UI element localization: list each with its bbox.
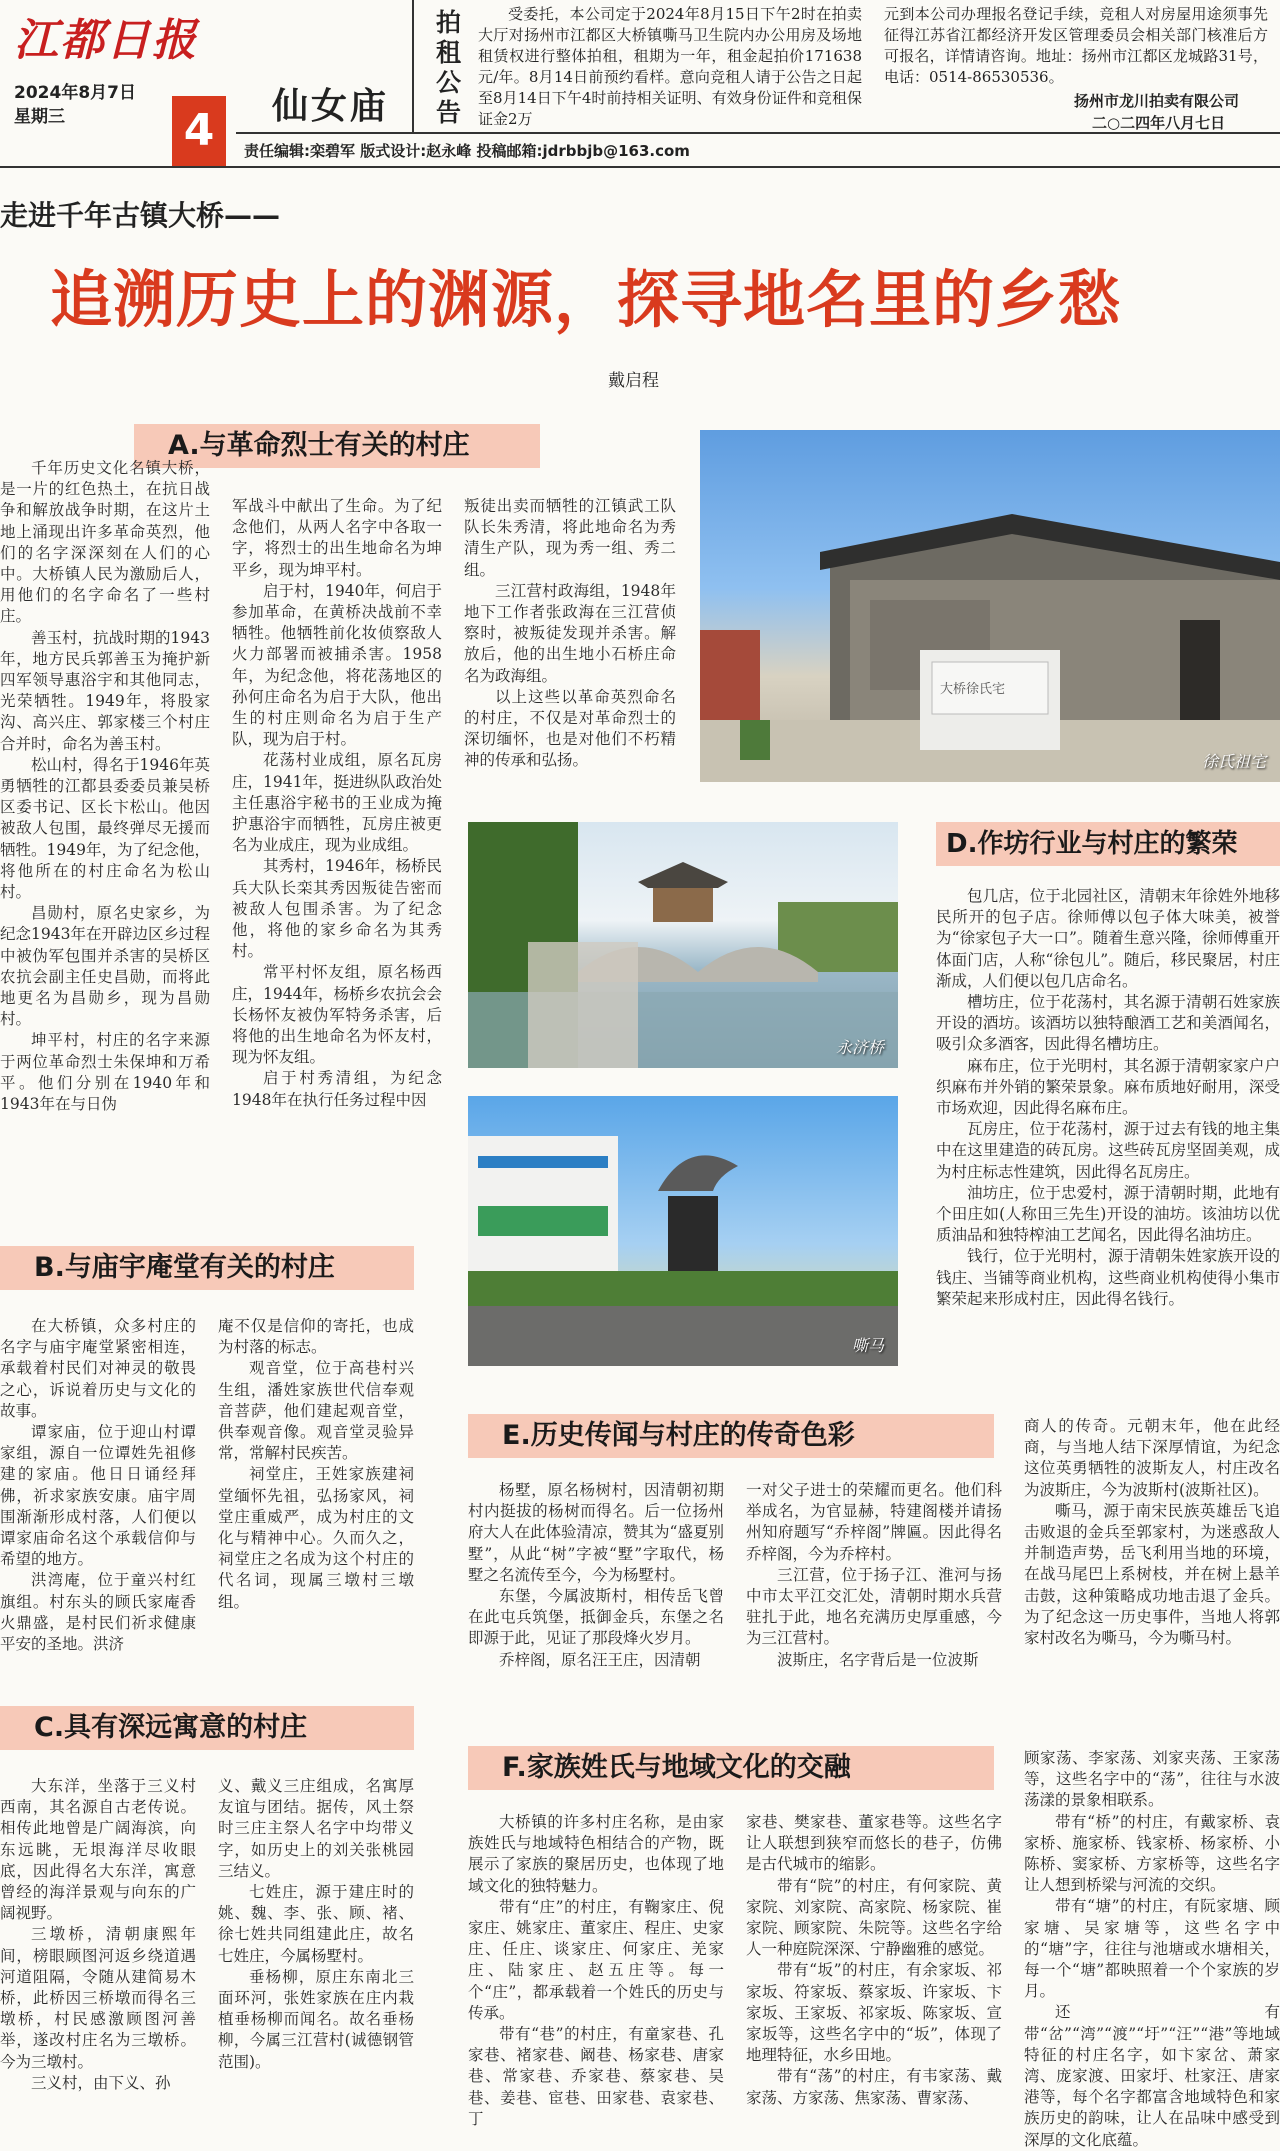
section-a-column-2: 军战斗中献出了生命。为了纪念他们，从两人名字中各取一字，将烈士的出生地命名为坤平乡，现为坤平村。 启于村，1940年，何启于参加革命，在黄桥决战前不幸牺牲。他牺牲前化妆侦察敌人火力部署而被捕杀害。1958年，为纪念他，将花荡地区的孙何庄命名为启于大队，他出生的村庄则命名为启于生产队，现为启于村。 花荡村业成组，原名瓦房庄，1941年，挺进纵队政治处主任惠浴宇秘书的王业成为掩护惠浴宇而牺牲，瓦房庄被更名为业成庄，现为业成组。 其秀村，1946年，杨桥民兵大队长栾其秀因叛徒告密而被敌人包围杀害。为了纪念他，将他的家乡命名为其秀村。 常平村怀友组，原名杨西庄，1944年，杨桥乡农抗会会长杨怀友被伪军特务杀害，后将他的出生地命名为怀友村，现为怀友组。 启于村秀清组，为纪念1948年在执行任务过程中因 <box>232 497 442 1109</box>
photo-yongji-bridge <box>468 822 898 1068</box>
notice-company: 扬州市龙川拍卖有限公司 <box>1074 92 1240 110</box>
page-number-box <box>172 96 226 166</box>
issue-date: 2024年8月7日 <box>14 83 136 103</box>
notice-label: 拍租公告 <box>436 8 462 127</box>
section-b-column-2: 庵不仅是信仰的寄托，也成为村落的标志。 观音堂，位于高巷村兴生组，潘姓家族世代信奉观音菩萨，他们建起观音堂，供奉观音像。观音堂灵验异常，常解村民疾苦。 祠堂庄，王姓家族建祠堂缅怀先祖，弘扬家风，祠堂庄重威严，成为村庄的文化与精神中心。久而久之，祠堂庄之名成为这个村庄的代名词，现属三墩村三墩组。 <box>218 1317 414 1611</box>
plaque-text: 大桥徐氏宅 <box>940 682 1006 697</box>
photo-sima <box>468 1096 898 1366</box>
section-e-column-2: 一对父子进士的荣耀而更名。他们科举成名，为官显赫，特建阁楼并请扬州知府题写“乔梓阁”牌匾。因此得名乔梓阁，今为乔梓村。 三江营，位于扬子江、淮河与扬中市太平江交汇处，清朝时期水兵营驻扎于此，地名充满历史厚重感，今为三江营村。 波斯庄，名字背后是一位波斯 <box>746 1481 1002 1669</box>
section-f-column-1: 大桥镇的许多村庄名称，是由家族姓氏与地域特色相结合的产物，既展示了家族的聚居历史，也体现了地域文化的独特魅力。 带有“庄”的村庄，有鞠家庄、倪家庄、姚家庄、董家庄、程庄、史家庄、任庄、谈家庄、何家庄、羌家庄、陆家庄、赵五庄等。每一个“庄”，都承载着一个姓氏的历史与传承。 带有“巷”的村庄，有童家巷、孔家巷、褚家巷、阚巷、杨家巷、唐家巷、常家巷、乔家巷、蔡家巷、吴巷、姜巷、宦巷、田家巷、袁家巷、丁 <box>468 1813 724 2128</box>
section-a-column-1: 千年历史文化名镇大桥，是一片的红色热土，在抗日战争和解放战争时期，在这片土地上涌现出许多革命英烈，他们的名字深深刻在人们的心中。大桥镇人民为激励后人，用他们的名字命名了一些村庄。 善玉村，抗战时期的1943年，地方民兵郭善玉为掩护新四军领导惠浴宇和其他同志，光荣牺牲。1949年，将股家沟、高兴庄、郭家楼三个村庄合并时，命名为善玉村。 松山村，得名于1946年英勇牺牲的江都县委委员兼吴桥区委书记、区长卞松山。他因被敌人包围，最终弹尽无援而牺牲。1949年，为了纪念他，将他所在的村庄命名为松山村。 昌勋村，原名史家乡，为纪念1943年在开辟边区乡过程中被伪军包围并杀害的吴桥区农抗会副主任史昌勋，而将此地更名为昌勋乡，现为昌勋村。 坤平村，村庄的名字来源于两位革命烈士朱保坤和万希平。他们分别在1940年和1943年在与日伪 <box>0 459 210 1114</box>
newspaper-logo: 江都日报 <box>14 15 198 66</box>
photo-caption-3: 嘶马 <box>851 1336 884 1355</box>
section-e-column-3: 商人的传奇。元朝末年，他在此经商，与当地人结下深厚情谊，为纪念这位英勇牺牲的波斯友人，村庄改名为波斯庄，今为波斯村(波斯社区)。 嘶马，源于南宋民族英雄岳飞追击败退的金兵至郭家村，为迷惑敌人并制造声势，岳飞利用当地的环境，在战马尾巴上系树枝，并在树上悬羊击鼓，这种策略成功地击退了金兵。为了纪念这一历史事件，当地人将郭家村改名为嘶马，今为嘶马村。 <box>1024 1417 1280 1648</box>
page-number: 4 <box>183 105 215 156</box>
section-heading-c: C.具有深远寓意的村庄 <box>0 1706 414 1750</box>
section-heading-d: D.作坊行业与村庄的繁荣 <box>936 822 1280 866</box>
section-f-column-2: 家巷、樊家巷、董家巷等。这些名字让人联想到狭窄而悠长的巷子，仿佛是古代城市的缩影。 带有“院”的村庄，有何家院、黄家院、刘家院、高家院、杨家院、崔家院、顾家院、朱院等。这些名字给人一种庭院深深、宁静幽雅的感觉。 带有“坂”的村庄，有余家坂、祁家坂、符家坂、蔡家坂、许家坂、卞家坂、王家坂、祁家坂、陈家坂、宣家坂等，这些名字中的“坂”，体现了地理特征，水乡田地。 带有“荡”的村庄，有韦家荡、戴家荡、方家荡、焦家荡、曹家荡、 <box>746 1813 1002 2107</box>
article-title: 追溯历史上的渊源，探寻地名里的乡愁 <box>50 263 1122 336</box>
section-b-column-1: 在大桥镇，众多村庄的名字与庙宇庵堂紧密相连，承载着村民们对神灵的敬畏之心，诉说着历史与文化的故事。 谭家庙，位于迎山村谭家组，源自一位谭姓先祖修建的家庙。他日日诵经拜佛，祈求家族安康。庙宇周围渐渐形成村落，人们便以谭家庙命名这个承载信仰与希望的地方。 洪湾庵，位于童兴村红旗组。村东头的顾氏家庵香火鼎盛，是村民们祈求健康平安的圣地。洪济 <box>0 1317 196 1654</box>
notice-text: 受委托，本公司定于2024年8月15日下午2时在拍卖大厅对扬州市江都区大桥镇嘶马卫生院内办公用房及场地租赁权进行整体拍租，租期为一年，租金起拍价171638元/年。8月14日前预约看样。意向竞租人请于公告之日起至8月14日下午4时前持相关证明、有效身份证件和竞租保证金2万 <box>478 5 862 128</box>
section-heading-a: A.与革命烈士有关的村庄 <box>134 424 540 468</box>
section-name: 仙女庙 <box>272 85 390 127</box>
horse-statue-illustration <box>468 1096 898 1366</box>
section-f-column-3: 顾家荡、李家荡、刘家夹荡、王家荡等，这些名字中的“荡”，往往与水波荡漾的景象相联系。 带有“桥”的村庄，有戴家桥、袁家桥、施家桥、钱家桥、杨家桥、小陈桥、窦家桥、方家桥等，这些名字让人想到桥梁与河流的交织。 带有“塘”的村庄，有阮家塘、顾家塘、吴家塘等，这些名字中的“塘”字，往往与池塘或水塘相关，每一个“塘”都映照着一个个家族的岁月。 还有带“岔”“湾”“渡”“圩”“汪”“港”等地域特征的村庄名字，如卞家岔、萧家湾、庞家渡、田家圩、杜家汪、唐家港等，每个名字都富含地域特色和家族历史的韵味，让人在品味中感受到深厚的文化底蕴。 <box>1024 1749 1280 2149</box>
section-d-column: 包几店，位于北园社区，清朝末年徐姓外地移民所开的包子店。徐师傅以包子体大味美，被誉为“徐家包子大一口”。随着生意兴隆，徐师傅重开体面门店，人称“徐包儿”。随后，移民聚居，村庄渐成，人们便以包几店命名。 槽坊庄，位于花荡村，其名源于清朝石姓家族开设的酒坊。该酒坊以独特酿酒工艺和美酒闻名，吸引众多酒客，因此得名槽坊庄。 麻布庄，位于光明村，其名源于清朝家家户户织麻布并外销的繁荣景象。麻布质地好耐用，深受市场欢迎，因此得名麻布庄。 瓦房庄，位于花荡村，源于过去有钱的地主集中在这里建造的砖瓦房。这些砖瓦房坚固美观，成为村庄标志性建筑，因此得名瓦房庄。 油坊庄，位于忠爱村，源于清朝时期，此地有个田庄如(人称田三先生)开设的油坊。该油坊以优质油品和独特榨油工艺闻名，因此得名油坊庄。 钱行，位于光明村，源于清朝朱姓家族开设的钱庄、当铺等商业机构，这些商业机构使得小集市繁荣起来形成村庄，因此得名钱行。 <box>936 887 1280 1308</box>
photo-xu-residence <box>700 430 1280 782</box>
bridge-illustration <box>468 822 898 1068</box>
section-e-column-1: 杨墅，原名杨树村，因清朝初期村内挺拔的杨树而得名。后一位扬州府大人在此体验清凉，赞其为“盛夏别墅”，从此“树”字被“墅”字取代，杨墅之名流传至今，今为杨墅村。 东堡，今属波斯村，相传岳飞曾在此屯兵筑堡，抵御金兵，东堡之名即源于此，见证了那段烽火岁月。 乔梓阁，原名汪王庄，因清朝 <box>468 1481 724 1669</box>
notice-date: 二○二四年八月七日 <box>1092 114 1226 132</box>
section-heading-e: E.历史传闻与村庄的传奇色彩 <box>468 1414 994 1458</box>
section-heading-b: B.与庙宇庵堂有关的村庄 <box>0 1246 414 1290</box>
article-kicker: 走进千年古镇大桥—— <box>0 199 281 232</box>
photo-caption-1: 徐氏祖宅 <box>1201 752 1266 771</box>
issue-weekday: 星期三 <box>14 107 65 127</box>
section-c-column-2: 义、戴义三庄组成，名寓厚友谊与团结。据传，风土祭时三庄主祭人名字中均带义字，如历史上的刘关张桃园三结义。 七姓庄，源于建庄时的姚、魏、李、张、顾、褚、徐七姓共同组建此庄，故名七姓庄，今属杨墅村。 垂杨柳，原庄东南北三面环河，张姓家族在庄内栽植垂杨柳而闻名。故名垂杨柳，今属三江营村(诚德钢管范围)。 <box>218 1777 414 2071</box>
section-heading-f: F.家族姓氏与地域文化的交融 <box>468 1746 994 1790</box>
residence-illustration <box>700 430 1280 782</box>
section-a-column-3: 叛徒出卖而牺牲的江镇武工队队长朱秀清，将此地命名为秀清生产队，现为秀一组、秀二组。 三江营村政海组，1948年地下工作者张政海在三江营侦察时，被叛徒发现并杀害。解放后，他的出生地小石桥庄命名为政海组。 以上这些以革命英烈命名的村庄，不仅是对革命烈士的深切缅怀，也是对他们不朽精神的传承和弘扬。 <box>464 497 676 770</box>
section-c-column-1: 大东洋，坐落于三义村西南，其名源自古老传说。相传此地曾是广阔海滨，向东远眺，无垠海洋尽收眼底，因此得名大东洋，寓意曾经的海洋景观与向东的广阔视野。 三墩桥，清朝康熙年间，榜眼顾图河返乡绕道遇河道阻隔，令随从建简易木桥，此桥因三桥墩而得名三墩桥，村民感激顾图河善举，遂改村庄名为三墩桥。今为三墩村。 三义村，由下义、孙 <box>0 1777 196 2092</box>
article-author: 戴启程 <box>608 371 659 391</box>
masthead <box>0 0 1280 168</box>
photo-caption-2: 永济桥 <box>835 1038 884 1057</box>
editor-credits: 责任编辑:栾碧军 版式设计:赵永峰 投稿邮箱:jdrbbjb@163.com <box>244 142 690 160</box>
notice-text-2: 元到本公司办理报名登记手续，竞租人对房屋用途须事先征得江苏省江都经济开发区管理委员会相关部门核准后方可报名，详情请咨询。地址：扬州市江都区龙城路31号，电话：0514-86530536。 <box>884 5 1268 86</box>
